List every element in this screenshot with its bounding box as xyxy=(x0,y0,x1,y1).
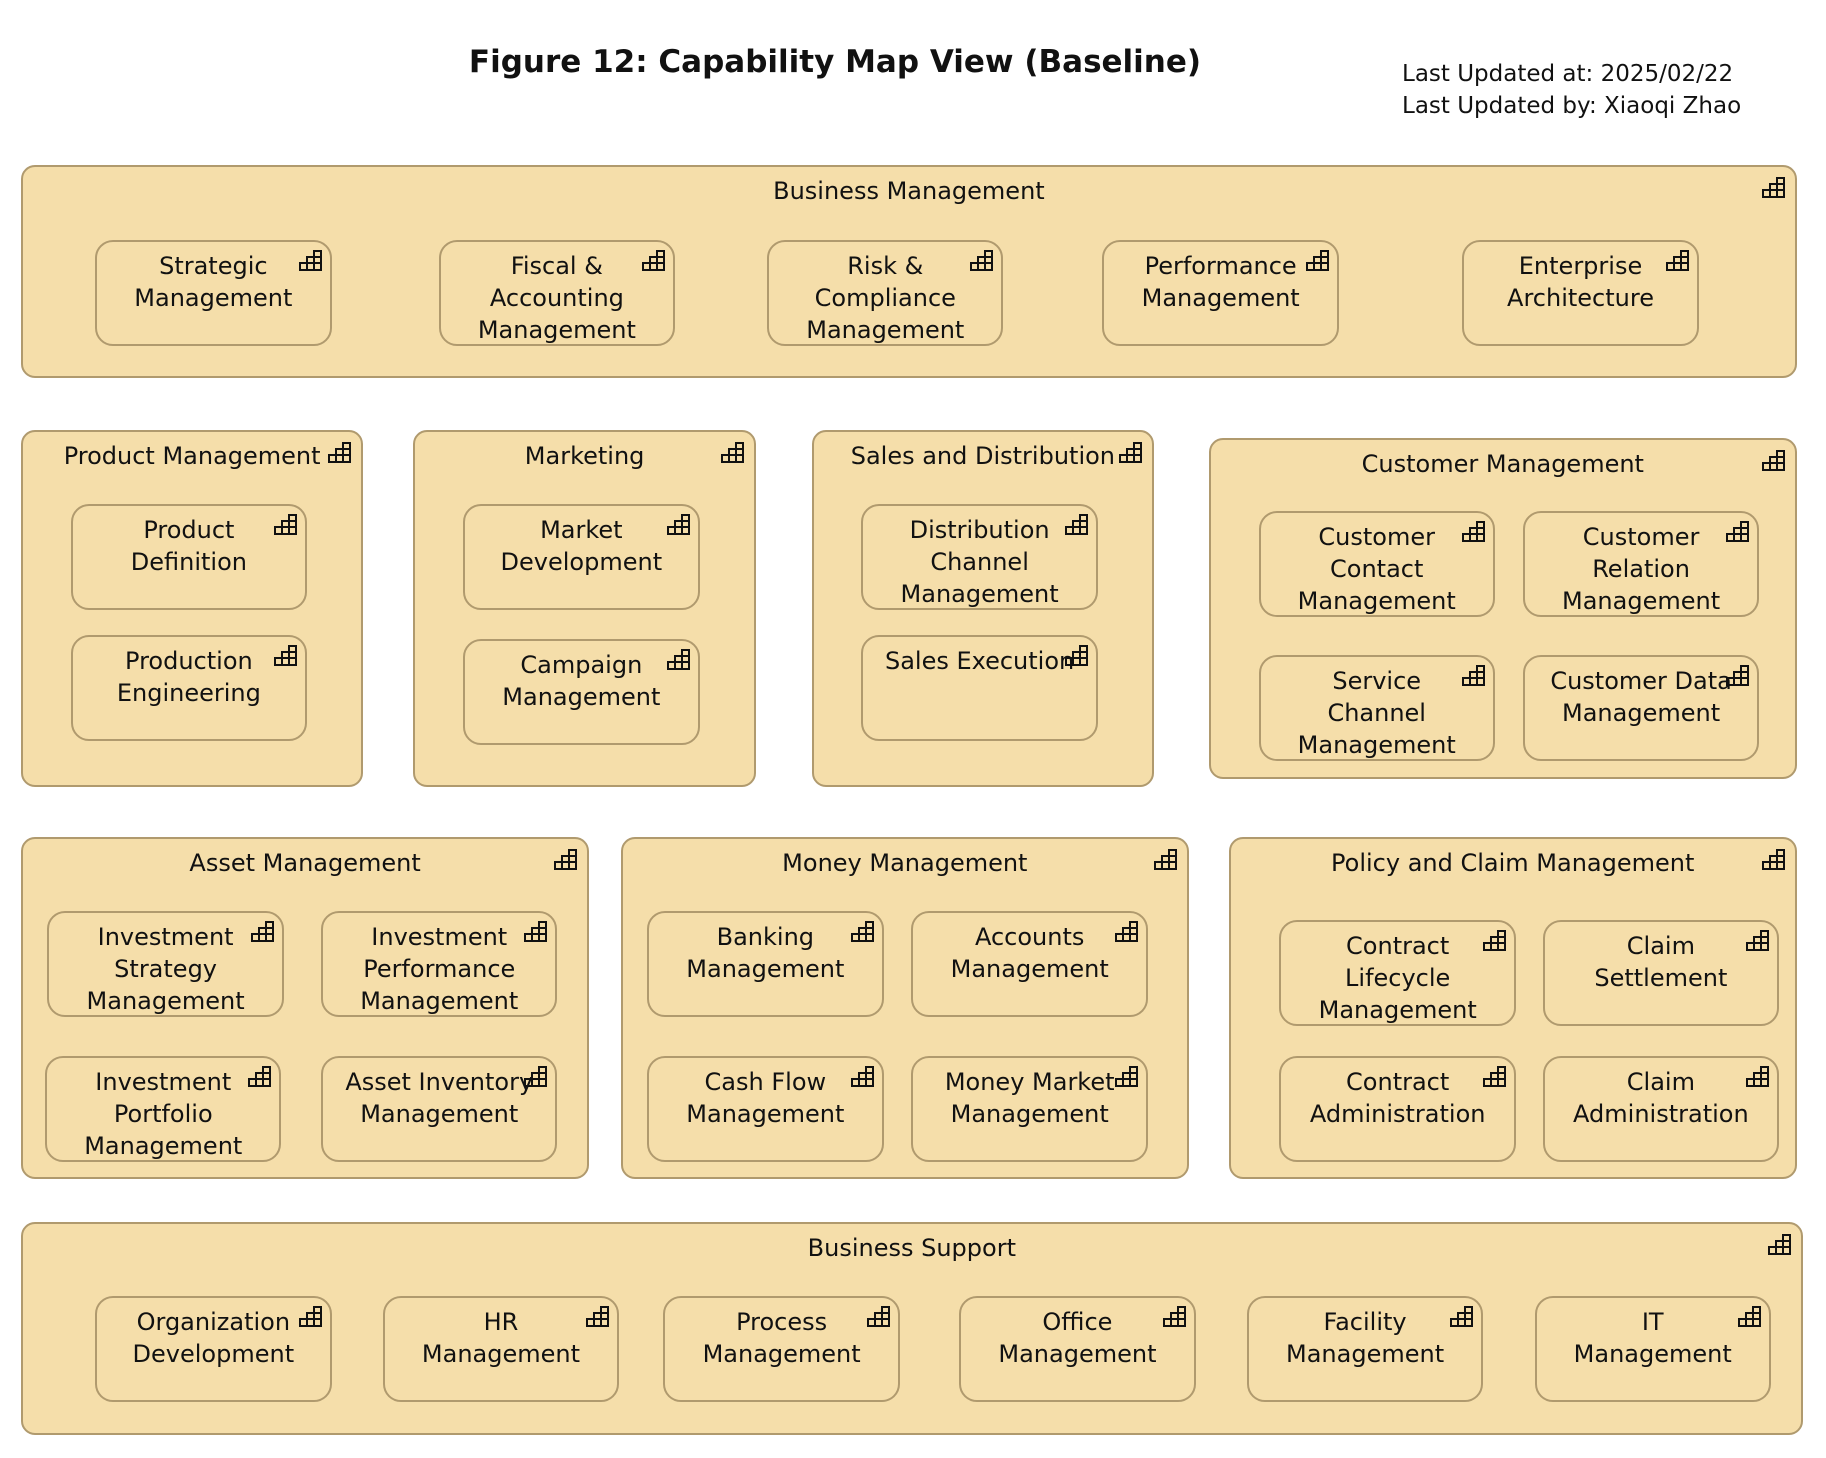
capability-label: Customer Data Management xyxy=(1550,667,1732,728)
capability-investment-portfolio-management[interactable] xyxy=(45,1056,281,1162)
capability-icon xyxy=(1153,847,1179,873)
capability-icon xyxy=(1482,928,1508,954)
capability-risk-and-compliance-management[interactable] xyxy=(767,240,1003,346)
capability-icon xyxy=(1761,175,1787,201)
capability-label: Investment Portfolio Management xyxy=(84,1067,243,1160)
capability-icon xyxy=(273,643,299,669)
capability-performance-management[interactable] xyxy=(1102,240,1338,346)
capability-icon xyxy=(666,512,692,538)
capability-icon xyxy=(1767,1232,1793,1258)
group-label: Customer Management xyxy=(1361,449,1644,478)
capability-customer-data-management[interactable] xyxy=(1523,655,1759,761)
capability-icon xyxy=(1725,519,1751,545)
capability-label: Facility Management xyxy=(1286,1307,1445,1368)
capability-icon xyxy=(327,440,353,466)
capability-icon xyxy=(298,248,324,274)
capability-label: Risk & Compliance Management xyxy=(806,251,965,344)
capability-label: Market Development xyxy=(500,515,663,576)
group-label: Business Support xyxy=(807,1233,1016,1262)
group-label: Money Management xyxy=(782,849,1028,878)
capability-label: Performance Management xyxy=(1141,251,1300,312)
capability-label: Claim Settlement xyxy=(1594,931,1728,992)
capability-campaign-management[interactable] xyxy=(463,639,699,745)
capability-customer-relation-management[interactable] xyxy=(1523,511,1759,617)
group-label: Sales and Distribution xyxy=(850,441,1116,470)
capability-money-market-management[interactable] xyxy=(911,1056,1147,1162)
capability-asset-inventory-management[interactable] xyxy=(321,1056,557,1162)
capability-icon xyxy=(1449,1304,1475,1330)
capability-icon xyxy=(1162,1304,1188,1330)
capability-label: Accounts Management xyxy=(950,923,1109,984)
capability-label: Investment Strategy Management xyxy=(86,923,245,1016)
capability-label: Asset Inventory Management xyxy=(345,1067,534,1128)
capability-it-management[interactable] xyxy=(1535,1296,1771,1402)
capability-label: IT Management xyxy=(1573,1307,1732,1368)
capability-label: Cash Flow Management xyxy=(686,1067,845,1128)
group-label: Marketing xyxy=(524,441,645,470)
capability-strategic-management[interactable] xyxy=(95,240,331,346)
capability-label: Investment Performance Management xyxy=(360,923,519,1016)
last-updated-by: Last Updated by: Xiaoqi Zhao xyxy=(1402,93,1742,119)
group-label: Policy and Claim Management xyxy=(1331,849,1695,878)
capability-label: Customer Relation Management xyxy=(1562,522,1721,615)
capability-icon xyxy=(1761,847,1787,873)
capability-cash-flow-management[interactable] xyxy=(647,1056,883,1162)
capability-product-definition[interactable] xyxy=(71,504,307,610)
capability-label: Sales Execution xyxy=(884,647,1075,676)
last-updated-at: Last Updated at: 2025/02/22 xyxy=(1402,61,1734,87)
capability-icon xyxy=(1665,248,1691,274)
capability-icon xyxy=(1745,1064,1771,1090)
capability-office-management[interactable] xyxy=(959,1296,1195,1402)
capability-contract-lifecycle-management[interactable] xyxy=(1279,920,1515,1026)
capability-label: Process Management xyxy=(702,1307,861,1368)
capability-icon xyxy=(1482,1064,1508,1090)
capability-label: Campaign Management xyxy=(502,650,661,711)
capability-icon xyxy=(1737,1304,1763,1330)
capability-label: Enterprise Architecture xyxy=(1507,251,1654,312)
capability-market-development[interactable] xyxy=(463,504,699,610)
capability-banking-management[interactable] xyxy=(647,911,883,1017)
capability-label: HR Management xyxy=(421,1307,581,1368)
capability-icon xyxy=(666,647,692,673)
capability-icon xyxy=(850,919,876,945)
capability-icon xyxy=(250,919,276,945)
group-label: Asset Management xyxy=(189,849,421,878)
capability-claim-administration[interactable] xyxy=(1543,1056,1779,1162)
capability-group-money-management xyxy=(621,837,1189,1178)
capability-icon xyxy=(1745,928,1771,954)
capability-icon xyxy=(1461,663,1487,689)
capability-label: Banking Management xyxy=(686,923,845,984)
capability-label: Money Market Management xyxy=(944,1067,1115,1128)
capability-organization-development[interactable] xyxy=(95,1296,331,1402)
capability-icon xyxy=(1761,448,1787,474)
capability-label: Fiscal & Accounting Management xyxy=(477,251,636,344)
capability-distribution-channel-management[interactable] xyxy=(861,504,1097,610)
capability-group-sales-and-distribution xyxy=(812,430,1154,788)
capability-process-management[interactable] xyxy=(663,1296,899,1402)
capability-icon xyxy=(523,1064,549,1090)
capability-label: Office Management xyxy=(998,1307,1157,1368)
capability-group-customer-management xyxy=(1209,438,1797,779)
page-title: Figure 12: Capability Map View (Baseline) xyxy=(468,44,1202,80)
capability-group-business-management xyxy=(21,165,1797,378)
capability-service-channel-management[interactable] xyxy=(1259,655,1495,761)
capability-icon xyxy=(850,1064,876,1090)
capability-label: Contract Lifecycle Management xyxy=(1318,931,1477,1024)
capability-accounts-management[interactable] xyxy=(911,911,1147,1017)
capability-icon xyxy=(298,1304,324,1330)
capability-claim-settlement[interactable] xyxy=(1543,920,1779,1026)
capability-enterprise-architecture[interactable] xyxy=(1462,240,1698,346)
capability-sales-execution[interactable] xyxy=(861,635,1097,741)
capability-investment-performance-management[interactable] xyxy=(321,911,557,1017)
capability-contract-administration[interactable] xyxy=(1279,1056,1515,1162)
capability-icon xyxy=(866,1304,892,1330)
capability-icon xyxy=(1725,663,1751,689)
update-info xyxy=(1402,58,1741,122)
capability-icon xyxy=(1064,643,1090,669)
capability-hr-management[interactable] xyxy=(383,1296,619,1402)
capability-icon xyxy=(1461,519,1487,545)
capability-group-marketing xyxy=(413,430,755,788)
capability-group-business-support xyxy=(21,1222,1803,1435)
capability-icon xyxy=(1064,512,1090,538)
group-label: Product Management xyxy=(63,441,321,470)
capability-icon xyxy=(247,1064,273,1090)
capability-icon xyxy=(641,248,667,274)
capability-label: Contract Administration xyxy=(1309,1067,1486,1128)
capability-icon xyxy=(1114,919,1140,945)
capability-group-product-management xyxy=(21,430,363,788)
capability-label: Production Engineering xyxy=(116,647,261,708)
group-label: Business Management xyxy=(773,177,1045,206)
capability-icon xyxy=(553,847,579,873)
capability-icon xyxy=(1305,248,1331,274)
capability-label: Customer Contact Management xyxy=(1297,522,1456,615)
capability-icon xyxy=(1118,440,1144,466)
capability-label: Organization Development xyxy=(132,1307,295,1368)
capability-icon xyxy=(585,1304,611,1330)
capability-icon xyxy=(523,919,549,945)
capability-label: Claim Administration xyxy=(1573,1067,1749,1128)
capability-label: Distribution Channel Management xyxy=(900,515,1059,608)
capability-production-engineering[interactable] xyxy=(71,635,307,741)
capability-icon xyxy=(969,248,995,274)
capability-label: Product Definition xyxy=(130,515,247,576)
capability-fiscal-and-accounting-management[interactable] xyxy=(439,240,675,346)
capability-icon xyxy=(1114,1064,1140,1090)
capability-investment-strategy-management[interactable] xyxy=(47,911,283,1017)
capability-icon xyxy=(273,512,299,538)
capability-icon xyxy=(720,440,746,466)
capability-group-asset-management xyxy=(21,837,589,1178)
capability-label: Service Channel Management xyxy=(1297,667,1456,760)
capability-customer-contact-management[interactable] xyxy=(1259,511,1495,617)
capability-label: Strategic Management xyxy=(134,251,293,312)
capability-group-policy-and-claim-management xyxy=(1229,837,1797,1178)
capability-facility-management[interactable] xyxy=(1247,1296,1483,1402)
